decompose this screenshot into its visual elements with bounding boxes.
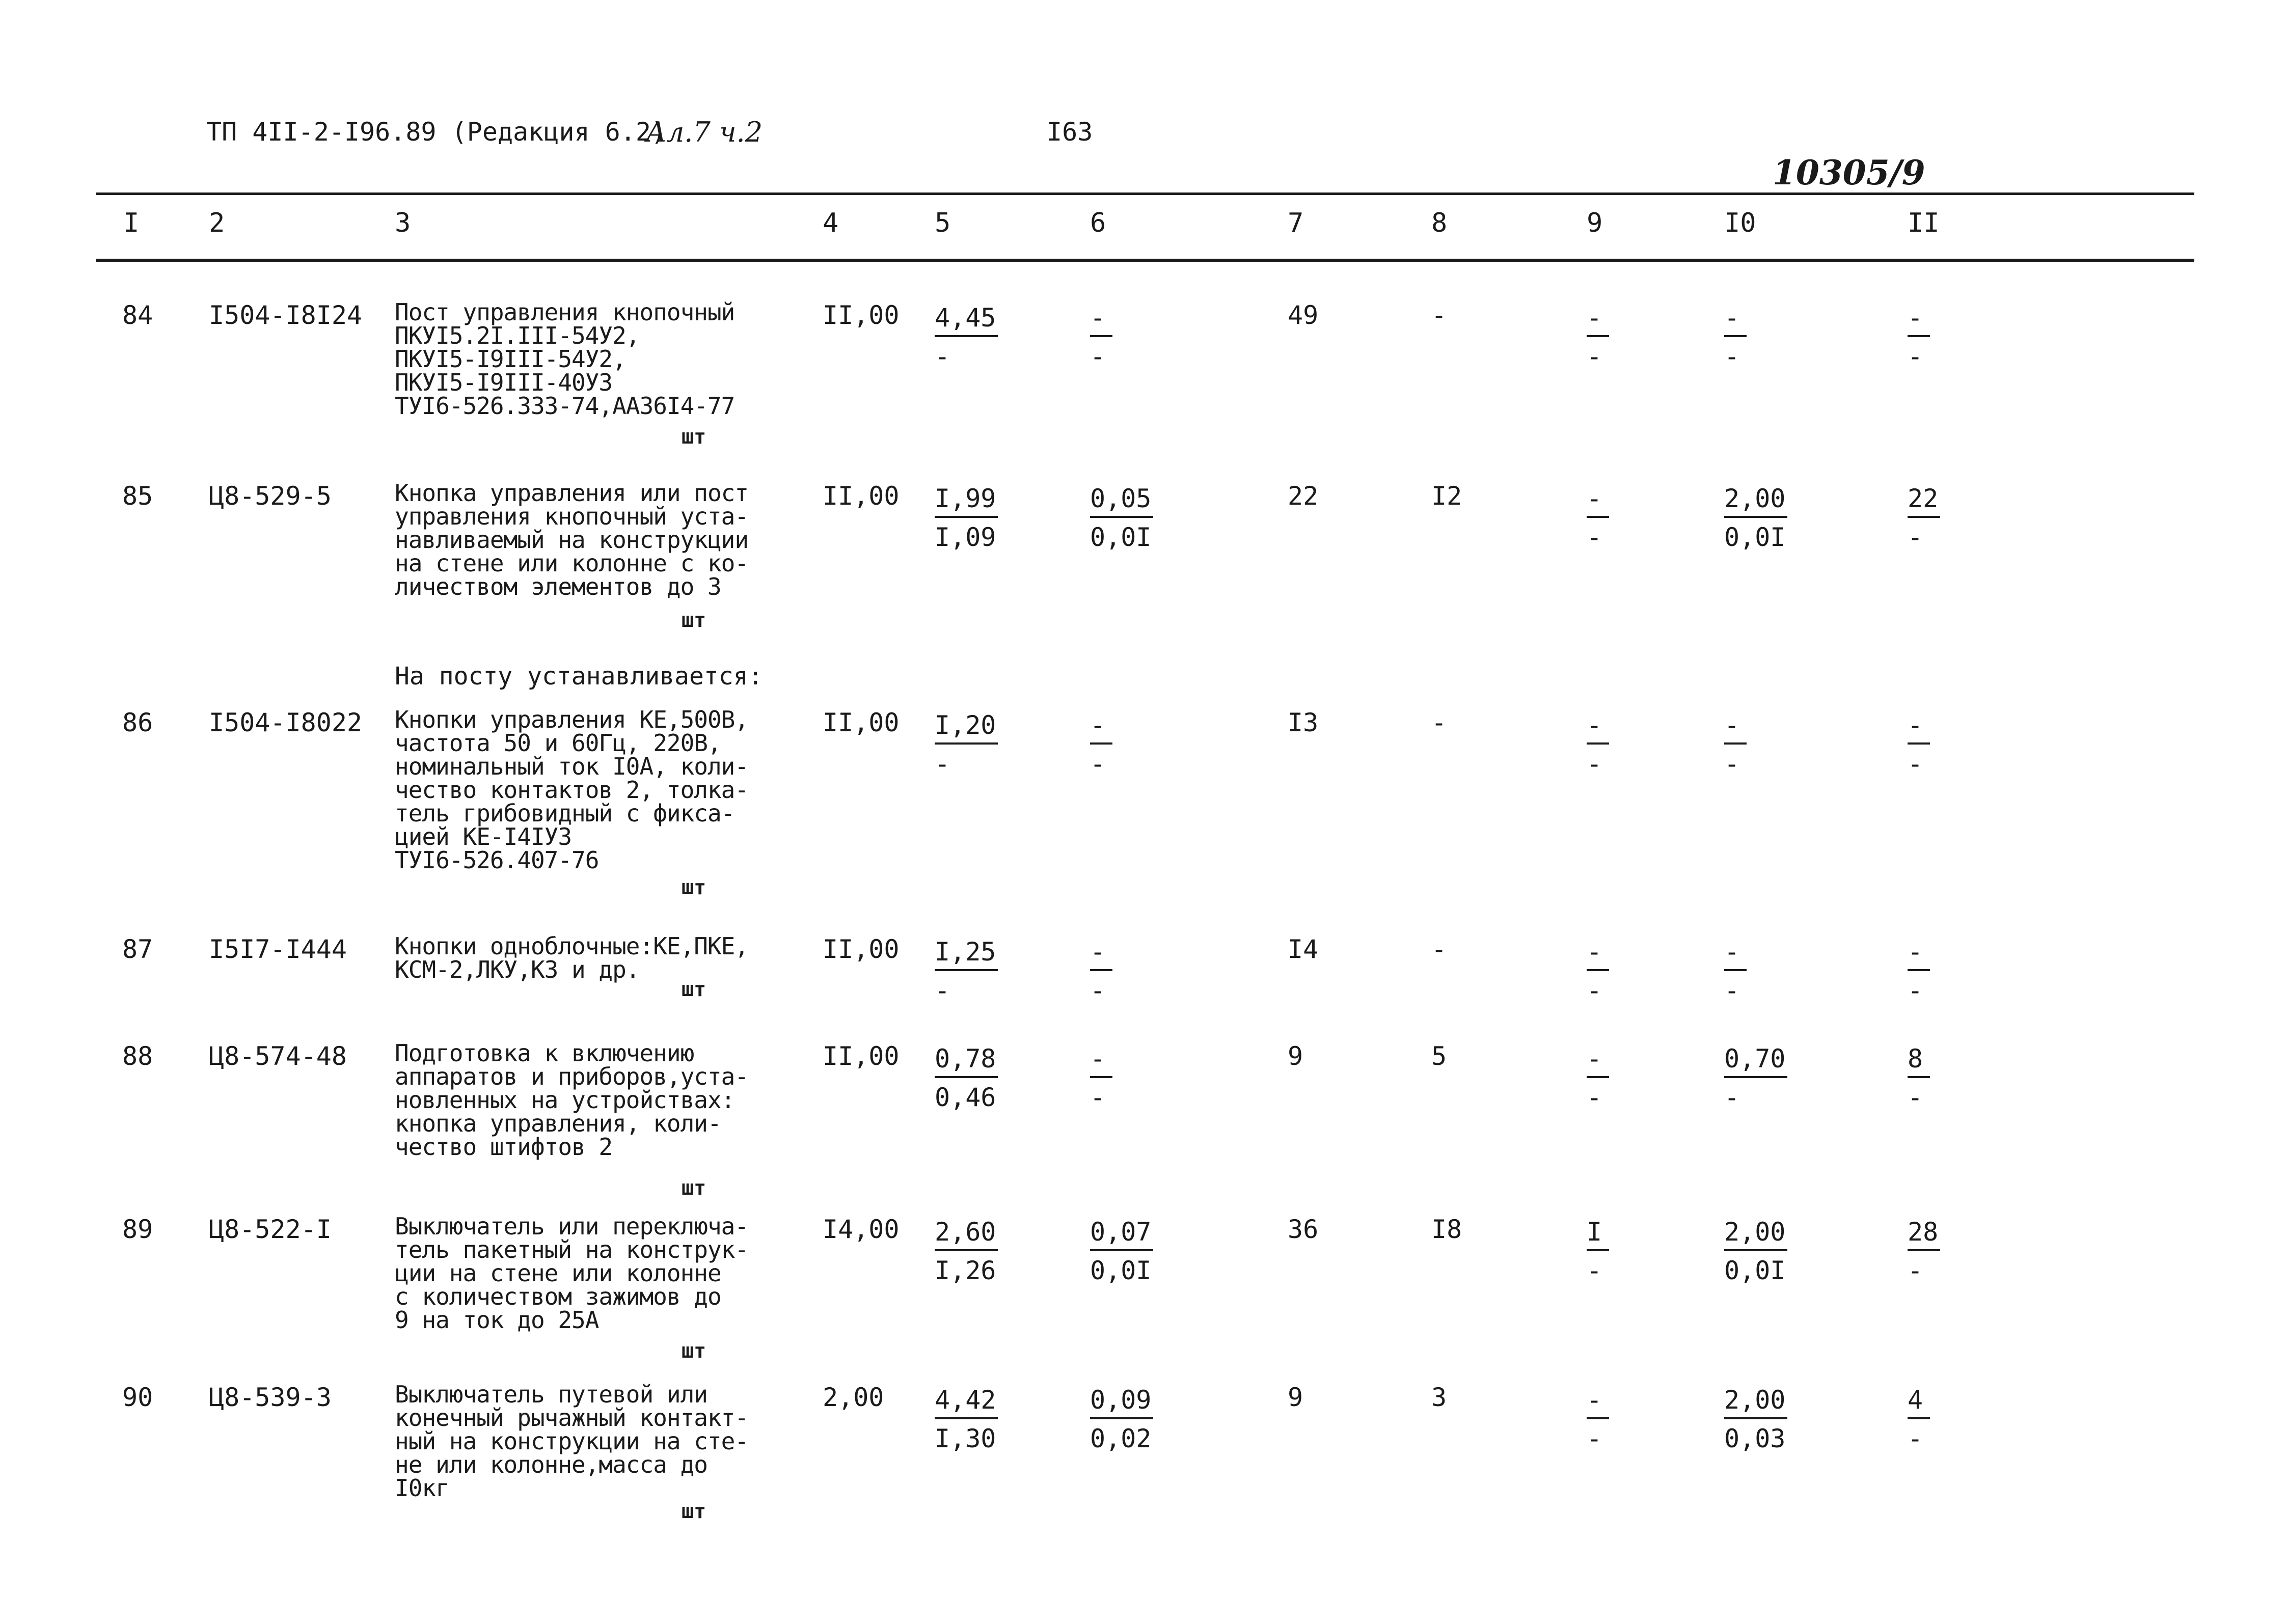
unit-label: шт	[682, 425, 706, 449]
col5-fraction	[935, 1383, 998, 1456]
col5-fraction-top: 2,60	[935, 1215, 998, 1251]
col5-fraction	[935, 300, 998, 374]
col5-fraction-bottom: -	[935, 749, 950, 779]
col5-fraction-top: I,20	[935, 708, 998, 745]
col10-fraction	[1724, 1215, 1787, 1288]
col5-fraction-top: I,99	[935, 481, 998, 518]
col5-fraction-top: 4,45	[935, 300, 998, 337]
work-description: Пост управления кнопочный ПКУI5.2I.III-54У2, ПКУI5-I9III-54У2, ПКУI5-I9III-40У3 ТУI6-526.333-74,АА36I4-77	[395, 298, 735, 420]
col9-fraction-top: -	[1587, 1041, 1609, 1078]
col6-fraction-top: -	[1090, 300, 1112, 337]
col6-fraction-top: -	[1090, 1041, 1112, 1078]
col5-fraction-top: 0,78	[935, 1041, 998, 1078]
col11-fraction-top: -	[1908, 708, 1930, 745]
col9-fraction	[1587, 934, 1609, 1008]
row-number: 87	[122, 934, 153, 964]
quantity-value: II,00	[823, 934, 900, 964]
col7-value: 22	[1288, 481, 1319, 511]
col-header-6: 6	[1090, 208, 1106, 238]
col11-fraction-bottom: -	[1908, 976, 1923, 1005]
col10-fraction-top: 2,00	[1724, 1383, 1787, 1419]
col10-fraction-top: -	[1724, 300, 1747, 337]
resource-code: Ц8-574-48	[209, 1041, 347, 1071]
page-number: I63	[1047, 117, 1093, 147]
col11-fraction	[1908, 934, 1930, 1008]
col5-fraction-bottom: I,30	[935, 1424, 996, 1453]
col11-fraction	[1908, 481, 1940, 555]
col6-fraction	[1090, 1383, 1153, 1456]
col-header-8: 8	[1431, 208, 1448, 238]
handwritten-album-note: Ал.7 ч.2	[646, 116, 763, 148]
col10-fraction-top: -	[1724, 934, 1747, 971]
col5-fraction-top: 4,42	[935, 1383, 998, 1419]
col5-fraction	[935, 708, 998, 781]
col11-fraction-bottom: -	[1908, 1424, 1923, 1453]
col10-fraction	[1724, 934, 1747, 1008]
col11-fraction-bottom: -	[1908, 1083, 1923, 1112]
resource-code: I504-I8I24	[209, 300, 363, 330]
quantity-value: 2,00	[823, 1383, 884, 1412]
col10-fraction-bottom: -	[1724, 749, 1740, 779]
col9-fraction	[1587, 1215, 1609, 1288]
row-number: 90	[122, 1383, 153, 1412]
resource-code: Ц8-529-5	[209, 481, 332, 511]
col9-fraction-top: I	[1587, 1215, 1609, 1251]
col-header-3: 3	[395, 208, 411, 238]
col6-fraction-bottom: 0,0I	[1090, 1256, 1152, 1285]
work-description: Кнопки управления КЕ,500В, частота 50 и 60Гц, 220В, номинальный ток I0А, коли- чество контактов 2, толка- тель грибовидный с фикса- цией КЕ-I4IУ3 ТУI6-526.407-76	[395, 706, 749, 874]
col6-fraction	[1090, 1215, 1153, 1288]
col11-fraction	[1908, 1041, 1930, 1115]
unit-label: шт	[682, 1500, 706, 1523]
col6-fraction-top: 0,05	[1090, 481, 1153, 518]
col6-fraction-bottom: 0,02	[1090, 1424, 1152, 1453]
col5-fraction	[935, 1041, 998, 1115]
resource-code: Ц8-522-I	[209, 1215, 332, 1244]
col11-fraction-top: -	[1908, 934, 1930, 971]
col5-fraction	[935, 481, 998, 555]
col11-fraction-top: -	[1908, 300, 1930, 337]
col9-fraction-top: -	[1587, 300, 1609, 337]
col10-fraction	[1724, 1041, 1787, 1115]
row-number: 84	[122, 300, 153, 330]
row-number: 89	[122, 1215, 153, 1244]
col10-fraction-bottom: 0,0I	[1724, 1256, 1786, 1285]
col-header-2: 2	[209, 208, 225, 238]
table-top-rule	[96, 192, 2194, 195]
col-header-5: 5	[935, 208, 951, 238]
col7-value: 36	[1288, 1215, 1319, 1244]
col-header-11: II	[1908, 208, 1940, 238]
work-description: Кнопки одноблочные:КЕ,ПКЕ, КСМ-2,ЛКУ,КЗ и др.	[395, 932, 749, 983]
col6-fraction	[1090, 300, 1112, 374]
col9-fraction-bottom: -	[1587, 1256, 1602, 1285]
col-header-9: 9	[1587, 208, 1603, 238]
col7-value: I4	[1288, 934, 1319, 964]
col10-fraction-bottom: -	[1724, 976, 1740, 1005]
col6-fraction-top: -	[1090, 708, 1112, 745]
col9-fraction	[1587, 708, 1609, 781]
col8-value: I8	[1431, 1215, 1462, 1244]
col11-fraction-bottom: -	[1908, 522, 1923, 552]
col-header-10: I0	[1724, 208, 1756, 238]
col6-fraction-top: 0,07	[1090, 1215, 1153, 1251]
resource-code: I5I7-I444	[209, 934, 347, 964]
col6-fraction-top: 0,09	[1090, 1383, 1153, 1419]
col-header-1: I	[123, 208, 140, 238]
work-description: Кнопка управления или пост управления кнопочный уста- навливаемый на конструкции на стене или колонне с ко- личеством элементов до 3	[395, 479, 749, 600]
col8-value: I2	[1431, 481, 1462, 511]
col11-fraction	[1908, 1383, 1930, 1456]
resource-code: I504-I8022	[209, 708, 363, 737]
col10-fraction-top: -	[1724, 708, 1747, 745]
col5-fraction-bottom: 0,46	[935, 1083, 996, 1112]
col10-fraction-top: 2,00	[1724, 1215, 1787, 1251]
col11-fraction-bottom: -	[1908, 749, 1923, 779]
col11-fraction	[1908, 708, 1930, 781]
unit-label: шт	[682, 1339, 706, 1363]
col-header-4: 4	[823, 208, 839, 238]
col10-fraction	[1724, 481, 1787, 555]
col9-fraction-top: -	[1587, 934, 1609, 971]
quantity-value: II,00	[823, 1041, 900, 1071]
col7-value: 9	[1288, 1041, 1303, 1071]
work-description: Выключатель путевой или конечный рычажный контакт- ный на конструкции на сте- не или колонне,масса до I0кг	[395, 1381, 749, 1502]
row-number: 86	[122, 708, 153, 737]
unit-label: шт	[682, 978, 706, 1001]
col7-value: 9	[1288, 1383, 1303, 1412]
col7-value: 49	[1288, 300, 1319, 330]
col9-fraction-top: -	[1587, 708, 1609, 745]
work-description: Подготовка к включению аппаратов и приборов,уста- новленных на устройствах: кнопка управления, коли- чество штифтов 2	[395, 1039, 749, 1161]
col6-fraction-bottom: -	[1090, 342, 1106, 371]
col5-fraction	[935, 1215, 998, 1288]
work-description: Выключатель или переключа- тель пакетный на конструк- ции на стене или колонне с количеством зажимов до 9 на ток до 25А	[395, 1213, 749, 1334]
col6-fraction-top: -	[1090, 934, 1112, 971]
col10-fraction-top: 2,00	[1724, 481, 1787, 518]
col-header-7: 7	[1288, 208, 1304, 238]
col11-fraction	[1908, 1215, 1940, 1288]
col10-fraction-bottom: 0,03	[1724, 1424, 1786, 1453]
col6-fraction	[1090, 1041, 1112, 1115]
col9-fraction-bottom: -	[1587, 1424, 1602, 1453]
col7-value: I3	[1288, 708, 1319, 737]
col10-fraction-bottom: 0,0I	[1724, 522, 1786, 552]
col6-fraction	[1090, 708, 1112, 781]
col5-fraction-bottom: -	[935, 342, 950, 371]
post-installation-note: На посту устанавливается:	[395, 662, 763, 691]
col10-fraction	[1724, 1383, 1787, 1456]
col6-fraction	[1090, 934, 1112, 1008]
col11-fraction-bottom: -	[1908, 342, 1923, 371]
col9-fraction-bottom: -	[1587, 522, 1602, 552]
table-header-rule	[96, 259, 2194, 262]
col6-fraction-bottom: -	[1090, 1083, 1106, 1112]
quantity-value: II,00	[823, 708, 900, 737]
unit-label: шт	[682, 876, 706, 899]
col9-fraction-top: -	[1587, 1383, 1609, 1419]
col5-fraction	[935, 934, 998, 1008]
col9-fraction	[1587, 1383, 1609, 1456]
unit-label: шт	[682, 1176, 706, 1200]
stamp-number: 10305/9	[1773, 153, 1925, 192]
col9-fraction-bottom: -	[1587, 1083, 1602, 1112]
row-number: 88	[122, 1041, 153, 1071]
col5-fraction-bottom: I,09	[935, 522, 996, 552]
col11-fraction-top: 28	[1908, 1215, 1940, 1251]
col11-fraction-top: 4	[1908, 1383, 1930, 1419]
unit-label: шт	[682, 609, 706, 632]
col9-fraction	[1587, 481, 1609, 555]
col8-value: -	[1431, 300, 1447, 330]
col5-fraction-bottom: I,26	[935, 1256, 996, 1285]
col9-fraction-bottom: -	[1587, 749, 1602, 779]
quantity-value: II,00	[823, 481, 900, 511]
col10-fraction-bottom: -	[1724, 342, 1740, 371]
col10-fraction	[1724, 300, 1747, 374]
document-code: ТП 4II-2-I96.89 (Редакция 6.2)	[206, 117, 667, 147]
col5-fraction-top: I,25	[935, 934, 998, 971]
resource-code: Ц8-539-3	[209, 1383, 332, 1412]
col8-value: -	[1431, 708, 1447, 737]
col11-fraction-top: 8	[1908, 1041, 1930, 1078]
col9-fraction-bottom: -	[1587, 976, 1602, 1005]
col9-fraction-top: -	[1587, 481, 1609, 518]
col6-fraction	[1090, 481, 1153, 555]
col6-fraction-bottom: 0,0I	[1090, 522, 1152, 552]
col10-fraction-top: 0,70	[1724, 1041, 1787, 1078]
col6-fraction-bottom: -	[1090, 976, 1106, 1005]
col9-fraction	[1587, 1041, 1609, 1115]
row-number: 85	[122, 481, 153, 511]
col9-fraction	[1587, 300, 1609, 374]
col11-fraction-bottom: -	[1908, 1256, 1923, 1285]
col8-value: -	[1431, 934, 1447, 964]
col11-fraction-top: 22	[1908, 481, 1940, 518]
col9-fraction-bottom: -	[1587, 342, 1602, 371]
quantity-value: I4,00	[823, 1215, 900, 1244]
col8-value: 5	[1431, 1041, 1447, 1071]
col5-fraction-bottom: -	[935, 976, 950, 1005]
quantity-value: II,00	[823, 300, 900, 330]
col11-fraction	[1908, 300, 1930, 374]
col10-fraction-bottom: -	[1724, 1083, 1740, 1112]
col6-fraction-bottom: -	[1090, 749, 1106, 779]
col8-value: 3	[1431, 1383, 1447, 1412]
col10-fraction	[1724, 708, 1747, 781]
